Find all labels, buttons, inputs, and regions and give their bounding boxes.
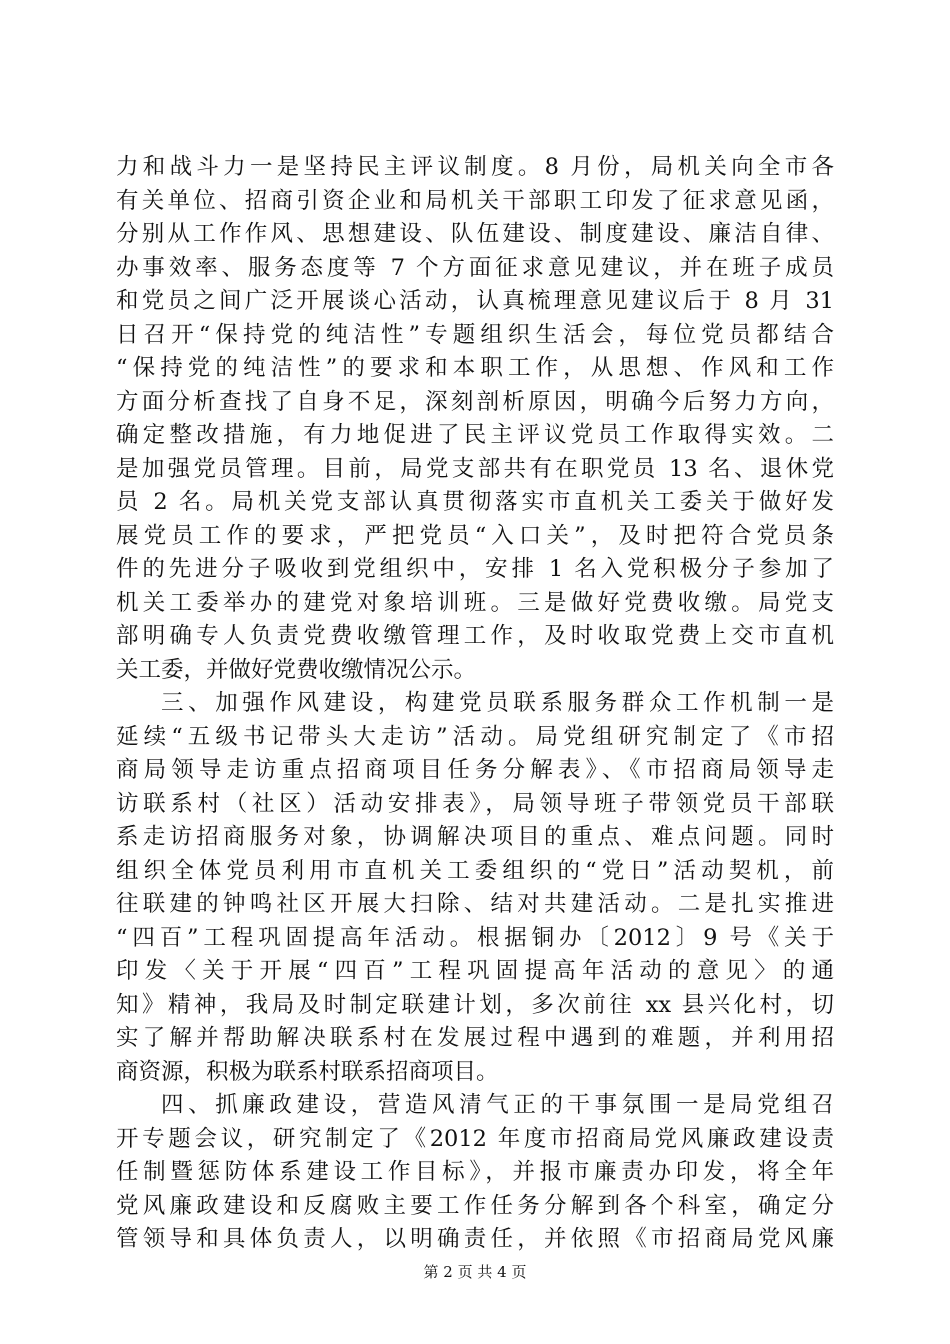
text-line: 商资源，积极为联系村联系招商项目。 (116, 1058, 499, 1085)
text-line: 延续“五级书记带头大走访”活动。局党组研究制定了《市招 (116, 723, 834, 750)
text-line: 印发〈关于开展“四百”工程巩固提高年活动的意见〉的通 (116, 958, 834, 984)
page-footer (0, 1262, 950, 1282)
text-line: 实了解并帮助解决联系村在发展过程中遇到的难题，并利用招 (116, 1025, 834, 1051)
text-line: 系走访招商服务对象，协调解决项目的重点、难点问题。同时 (116, 824, 834, 850)
text-line: 方面分析查找了自身不足，深刻剖析原因，明确今后努力方向， (116, 388, 834, 415)
text-line: 件的先进分子吸收到党组织中，安排 1 名入党积极分子参加了 (116, 556, 834, 582)
text-line: 展党员工作的要求，严把党员“入口关”，及时把符合党员条 (116, 522, 834, 549)
text-line: 四、抓廉政建设，营造风清气正的干事氛围一是局党组召 (161, 1092, 834, 1118)
document-body (116, 151, 834, 1257)
text-line: 力和战斗力一是坚持民主评议制度。8 月份，局机关向全市各 (116, 154, 834, 180)
text-line: 往联建的钟鸣社区开展大扫除、结对共建活动。二是扎实推进 (116, 891, 834, 917)
page-number: 第 2 页 共 4 页 (423, 1263, 527, 1281)
paragraph (116, 151, 834, 687)
text-line: 知》精神，我局及时制定联建计划，多次前往 xx 县兴化村，切 (116, 991, 834, 1018)
text-line: 关工委，并做好党费收缴情况公示。 (116, 656, 477, 683)
paragraph (116, 1089, 834, 1257)
text-line: 有关单位、招商引资企业和局机关干部职工印发了征求意见函， (116, 187, 834, 214)
text-line: 确定整改措施，有力地促进了民主评议党员工作取得实效。二 (116, 422, 834, 448)
text-line: 员 2 名。局机关党支部认真贯彻落实市直机关工委关于做好发 (116, 489, 834, 515)
text-line: 组织全体党员利用市直机关工委组织的“党日”活动契机，前 (116, 857, 834, 884)
text-line: 机关工委举办的建党对象培训班。三是做好党费收缴。局党支 (116, 589, 834, 616)
text-line: 任制暨惩防体系建设工作目标》，并报市廉责办印发，将全年 (116, 1159, 834, 1185)
text-line: 管领导和具体负责人，以明确责任，并依照《市招商局党风廉 (116, 1226, 834, 1252)
text-line: 商局领导走访重点招商项目任务分解表》、《市招商局领导走 (116, 757, 834, 783)
text-line: 是加强党员管理。目前，局党支部共有在职党员 13 名、退休党 (116, 455, 834, 482)
text-line: 办事效率、服务态度等 7 个方面征求意见建议，并在班子成员 (116, 254, 834, 281)
text-line: 部明确专人负责党费收缴管理工作，及时收取党费上交市直机 (116, 623, 834, 649)
text-line: 和党员之间广泛开展谈心活动，认真梳理意见建议后于 8 月 31 (116, 288, 834, 314)
text-line: “保持党的纯洁性”的要求和本职工作，从思想、作风和工作 (116, 355, 834, 381)
text-line: 三、加强作风建设，构建党员联系服务群众工作机制一是 (161, 690, 834, 716)
paragraph (116, 687, 834, 1089)
text-line: 日召开“保持党的纯洁性”专题组织生活会，每位党员都结合 (116, 321, 834, 348)
text-line: 开专题会议，研究制定了《2012 年度市招商局党风廉政建设责 (116, 1125, 834, 1152)
text-line: “四百”工程巩固提高年活动。根据铜办〔2012〕9 号《关于 (116, 924, 834, 951)
text-line: 党风廉政建设和反腐败主要工作任务分解到各个科室，确定分 (116, 1192, 834, 1219)
text-line: 访联系村（社区）活动安排表》，局领导班子带领党员干部联 (116, 790, 834, 817)
text-line: 分别从工作作风、思想建设、队伍建设、制度建设、廉洁自律、 (116, 221, 834, 247)
